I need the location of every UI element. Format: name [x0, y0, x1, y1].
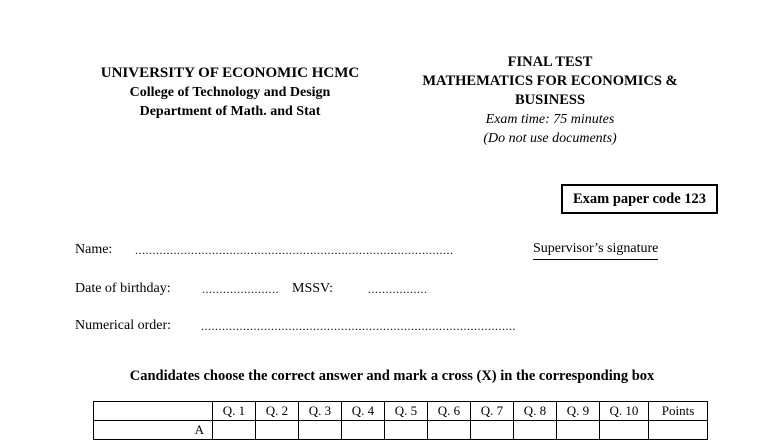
answer-cell[interactable] — [557, 421, 600, 440]
mssv-label: MSSV: — [292, 281, 333, 296]
exam-note: (Do not use documents) — [483, 131, 617, 146]
exam-time: Exam time: 75 minutes — [485, 112, 615, 127]
header-q10: Q. 10 — [600, 402, 649, 421]
table-header-row — [94, 402, 708, 421]
answer-cell[interactable] — [256, 421, 299, 440]
supervisor-signature: Supervisor’s signature — [533, 241, 658, 260]
order-dots[interactable]: .......................................................................................... — [201, 319, 516, 333]
college-name: College of Technology and Design — [129, 85, 331, 100]
university-name: UNIVERSITY OF ECONOMIC HCMC — [100, 65, 360, 81]
header-q8: Q. 8 — [514, 402, 557, 421]
answer-cell[interactable] — [428, 421, 471, 440]
table-row — [94, 421, 708, 440]
test-title: FINAL TEST — [507, 54, 593, 70]
order-label: Numerical order: — [75, 318, 172, 333]
answer-cell[interactable] — [299, 421, 342, 440]
header-left — [60, 64, 400, 121]
answer-cell[interactable] — [514, 421, 557, 440]
subject-line-1: MATHEMATICS FOR ECONOMICS & — [422, 73, 678, 89]
points-cell[interactable] — [649, 421, 708, 440]
table-corner-cell — [94, 402, 213, 421]
header-points: Points — [649, 402, 708, 421]
header-q7: Q. 7 — [471, 402, 514, 421]
answer-cell[interactable] — [600, 421, 649, 440]
header-q3: Q. 3 — [299, 402, 342, 421]
answer-cell[interactable] — [342, 421, 385, 440]
name-dots[interactable]: ........................................................................................... — [135, 243, 454, 257]
header-q6: Q. 6 — [428, 402, 471, 421]
mssv-dots[interactable]: ................. — [368, 282, 428, 296]
exam-code-box: Exam paper code 123 — [561, 184, 718, 214]
header-q5: Q. 5 — [385, 402, 428, 421]
name-label: Name: — [75, 242, 113, 257]
header-q9: Q. 9 — [557, 402, 600, 421]
answer-cell[interactable] — [471, 421, 514, 440]
answer-cell[interactable] — [213, 421, 256, 440]
header-q2: Q. 2 — [256, 402, 299, 421]
dob-dots[interactable]: ...................... — [202, 282, 279, 296]
row-label-a: A — [94, 421, 213, 440]
instruction-text: Candidates choose the correct answer and mark a cross (X) in the corresponding box — [129, 368, 655, 384]
subject-line-2: BUSINESS — [514, 92, 586, 108]
header-q1: Q. 1 — [213, 402, 256, 421]
header-q4: Q. 4 — [342, 402, 385, 421]
header-right — [400, 53, 700, 148]
answer-cell[interactable] — [385, 421, 428, 440]
dob-label: Date of birthday: — [75, 281, 171, 296]
department-name: Department of Math. and Stat — [139, 104, 321, 119]
answer-table — [93, 401, 708, 440]
